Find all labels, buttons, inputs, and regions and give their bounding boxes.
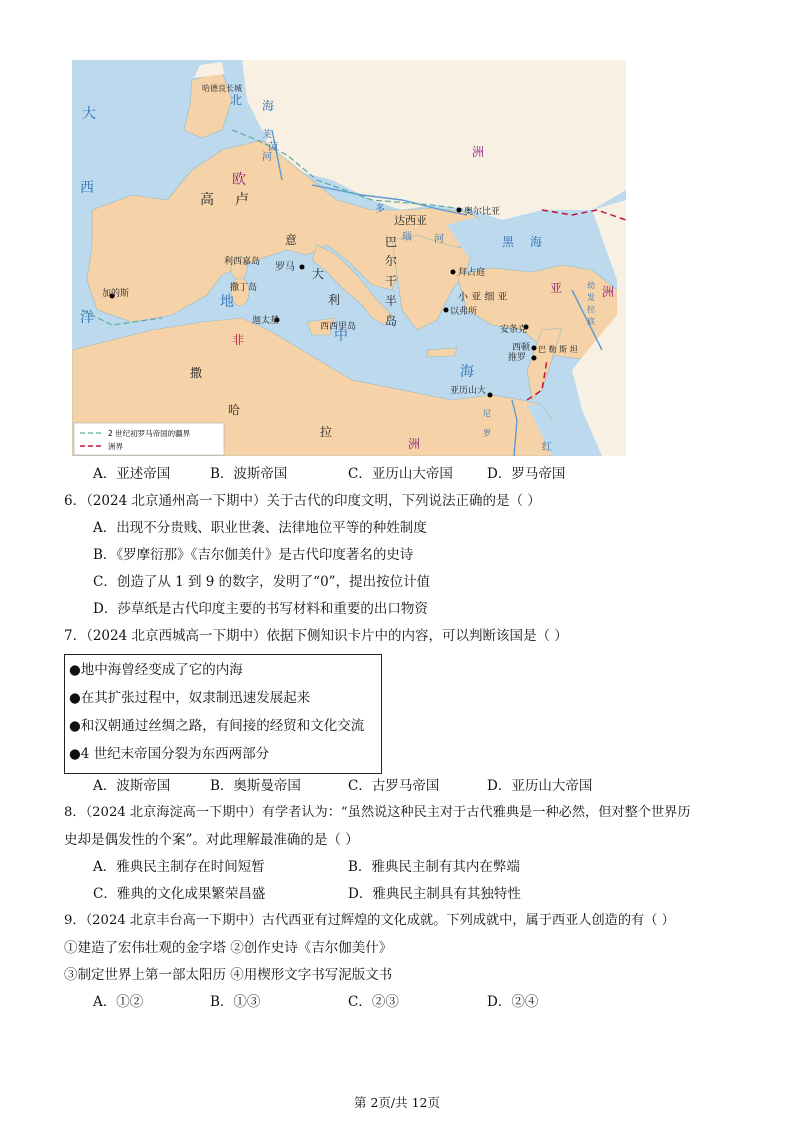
map-label: 干 xyxy=(385,274,398,288)
map-label: 多 xyxy=(375,204,385,215)
map-label: 意 xyxy=(285,233,298,247)
map-label: 撒 xyxy=(190,366,203,380)
city-dot-ephesus xyxy=(444,308,449,313)
map-label: 巴 勒 斯 坦 xyxy=(538,345,578,354)
map-label: 红 xyxy=(542,442,552,453)
map-label: 加的斯 xyxy=(102,289,130,299)
map-label: 发 xyxy=(587,293,595,302)
map-label: 小 亚 细 亚 xyxy=(458,292,508,303)
q7-option-c[interactable]: C．古罗马帝国 xyxy=(348,778,440,794)
map-label: 中 xyxy=(334,328,348,344)
map-label: 幼 xyxy=(587,281,595,290)
map-label: 西西里岛 xyxy=(320,322,357,332)
map-label: 西顿 xyxy=(512,343,531,353)
q8-option-a[interactable]: A．雅典民主制存在时间短暂 xyxy=(93,859,265,875)
card-item: ●地中海曾经变成了它的内海 xyxy=(69,662,243,678)
q7-option-a[interactable]: A．波斯帝国 xyxy=(93,778,171,794)
map-label: 安条克 xyxy=(500,325,528,335)
map-label: 瑙 xyxy=(402,232,412,243)
map-label: 河 xyxy=(262,152,272,163)
map-label: 罗 xyxy=(483,429,491,438)
map-legend xyxy=(74,423,224,455)
q9-option-d[interactable]: D．②④ xyxy=(487,994,539,1010)
city-dot-sidon xyxy=(532,346,537,351)
page-footer: 第 2页/共 12页 xyxy=(353,1095,441,1110)
map-label: 半 xyxy=(385,294,398,308)
map-label: 推罗 xyxy=(508,353,527,363)
map-label: 达西亚 xyxy=(394,214,427,227)
q5-option-d[interactable]: D．罗马帝国 xyxy=(487,466,566,482)
q5-option-c[interactable]: C．亚历山大帝国 xyxy=(348,466,453,482)
q9-option-a[interactable]: A．①② xyxy=(93,994,144,1010)
map-label: 利西嘉岛 xyxy=(224,257,261,267)
map-label: 西 xyxy=(80,180,94,196)
map-label: 卢 xyxy=(235,192,249,208)
map-label: 茵 xyxy=(268,142,278,153)
map-label: 洲 xyxy=(472,145,485,159)
city-dot-rome xyxy=(300,265,305,270)
map-label: 北 xyxy=(230,93,243,107)
q5-option-b[interactable]: B．波斯帝国 xyxy=(210,466,288,482)
map-label: 奥尔比亚 xyxy=(464,207,501,217)
map-label: 海 xyxy=(460,364,474,380)
q8-option-d[interactable]: D．雅典民主制具有其独特性 xyxy=(348,886,521,902)
map-label: 洲 xyxy=(602,285,615,299)
map-label: 尼 xyxy=(483,409,491,418)
map-label: 利 xyxy=(328,293,341,307)
map-label: 欧 xyxy=(232,172,246,188)
map-label: 亚 xyxy=(550,281,563,295)
q6-option-d[interactable]: D．莎草纸是古代印度主要的书写材料和重要的出口物资 xyxy=(93,601,428,617)
city-dot-alexandria xyxy=(488,393,493,398)
map-label: 迦太基 xyxy=(252,316,280,326)
map-label: 底 xyxy=(587,317,595,326)
roman-empire-map xyxy=(72,60,626,456)
map-label: 莱 xyxy=(262,130,272,141)
map-label: 拉 xyxy=(320,425,333,439)
map-label: 拉 xyxy=(587,305,595,314)
card-item: ●4 世纪末帝国分裂为东西两部分 xyxy=(69,746,270,762)
card-item: ●在其扩张过程中，奴隶制迅速发展起来 xyxy=(69,690,311,706)
map-label: 岛 xyxy=(385,314,398,328)
map-label: 海 xyxy=(262,99,275,113)
map-label: 亚历山大 xyxy=(450,386,487,396)
legend-continent-label: 洲界 xyxy=(108,442,123,451)
map-label: 哈 xyxy=(228,403,241,417)
map-label: 巴 xyxy=(385,235,398,249)
map-label: 大 xyxy=(312,267,325,281)
map-label: 洲 xyxy=(408,437,421,451)
city-dot-byzantium xyxy=(451,270,456,275)
city-dot-tyre xyxy=(532,356,537,361)
legend-border-label: 2 世纪初罗马帝国的疆界 xyxy=(108,429,191,438)
map-label: 非 xyxy=(232,333,245,347)
city-dot-olbia xyxy=(457,208,462,213)
q8-stem-line2: 史却是偶发性的个案”。对此理解最准确的是（ ） xyxy=(64,832,359,848)
q7-stem: 7．（2024 北京西城高一下期中）依据下侧知识卡片中的内容，可以判断该国是（ ） xyxy=(64,628,568,644)
q6-option-a[interactable]: A．出现不分贵贱、职业世袭、法律地位平等的种姓制度 xyxy=(93,520,427,536)
q8-option-c[interactable]: C．雅典的文化成果繁荣昌盛 xyxy=(93,886,266,902)
q8-stem-line1: 8．（2024 北京海淀高一下期中）有学者认为：“虽然说这种民主对于古代雅典是一种必然，但对整个世界历 xyxy=(64,805,691,820)
q6-stem: 6．（2024 北京通州高一下期中）关于古代的印度文明，下列说法正确的是（ ） xyxy=(64,493,541,509)
q9-items-line2: ③制定世界上第一部太阳历 ④用楔形文字书写泥版文书 xyxy=(64,967,393,983)
q9-option-b[interactable]: B．①③ xyxy=(210,994,261,1010)
map-label: 黑 xyxy=(502,235,515,249)
map-label: 大 xyxy=(82,106,96,122)
map-label: 拜占庭 xyxy=(458,268,486,278)
q7-knowledge-card xyxy=(64,654,382,774)
map-label: 撒丁岛 xyxy=(230,283,258,293)
q6-option-b[interactable]: B．《罗摩衍那》《吉尔伽美什》是古代印度著名的史诗 xyxy=(93,547,414,563)
card-item: ●和汉朝通过丝绸之路，有间接的经贸和文化交流 xyxy=(69,718,365,734)
q6-option-c[interactable]: C．创造了从 1 到 9 的数字，发明了“0”，提出按位计值 xyxy=(93,574,431,590)
q9-items-line1: ①建造了宏伟壮观的金字塔 ②创作史诗《吉尔伽美什》 xyxy=(64,940,393,956)
q9-option-c[interactable]: C．②③ xyxy=(348,994,399,1010)
map-label: 洋 xyxy=(80,310,94,326)
q7-option-b[interactable]: B．奥斯曼帝国 xyxy=(210,778,301,794)
q8-option-b[interactable]: B．雅典民主制有其内在弊端 xyxy=(348,859,520,875)
map-label: 地 xyxy=(220,294,234,310)
q7-option-d[interactable]: D．亚历山大帝国 xyxy=(487,778,593,794)
map-label: 哈德良长城 xyxy=(202,84,242,93)
q5-option-a[interactable]: A．亚述帝国 xyxy=(93,466,171,482)
map-label: 以弗所 xyxy=(450,307,478,317)
q9-stem: 9．（2024 北京丰台高一下期中）古代西亚有过辉煌的文化成就。下列成就中，属于西亚人创造的有（ ） xyxy=(64,913,675,928)
map-label: 尔 xyxy=(385,254,398,268)
map-label: 河 xyxy=(434,234,444,245)
map-label: 罗马 xyxy=(275,262,295,273)
map-label: 海 xyxy=(530,235,543,249)
map-label: 高 xyxy=(200,192,214,208)
